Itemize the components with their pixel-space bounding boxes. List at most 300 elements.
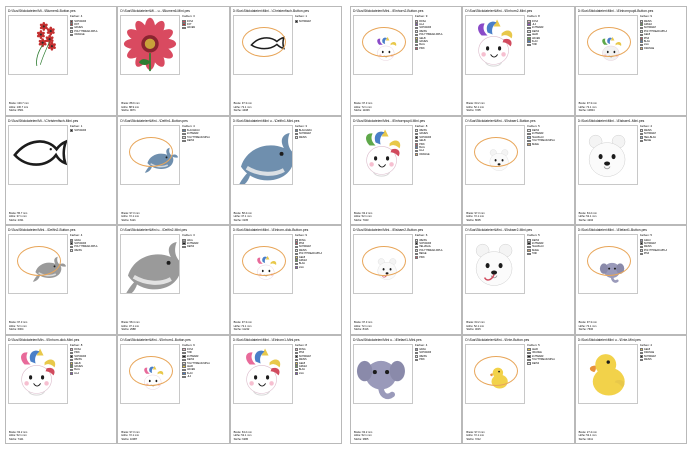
color-legend <box>640 343 684 431</box>
color-name: WEISS <box>419 238 427 242</box>
embroidery-hoop-icon <box>17 246 61 276</box>
embroidery-hoop-icon <box>242 246 286 276</box>
color-legend <box>527 343 571 431</box>
color-legend <box>527 124 571 212</box>
design-artwork-icon <box>234 126 292 184</box>
design-preview <box>578 15 638 75</box>
color-name: WEISS <box>531 361 540 365</box>
color-name: ROSA <box>298 348 306 352</box>
color-name: WEISS <box>531 29 540 33</box>
color-name: SCHWARZ <box>74 241 87 245</box>
design-stat-line: Breite: 97.3 mm <box>354 321 373 325</box>
color-name: BEIGE <box>531 142 539 146</box>
design-file-path: D:\Sus\Stickdateien\Mini...\Einhorn-dick-Button.pes <box>232 228 309 232</box>
design-file-path: D:\Sus\Stickdateien\Mini...\Einhorn1-Mini.pes <box>232 337 300 342</box>
design-stat-line: Stiche: 7606 <box>578 328 594 332</box>
design-preview <box>465 15 525 75</box>
color-name: BLAU <box>186 371 193 375</box>
color-name: WEISS <box>186 245 195 249</box>
design-stat-line: Stiche: 6121 <box>121 218 136 222</box>
color-name: GELB <box>643 33 651 37</box>
design-stat-line: Höhe: 52.1 mm <box>233 434 252 438</box>
color-swatch <box>415 153 418 156</box>
color-swatch <box>182 27 185 30</box>
color-name: WEISS <box>643 358 652 362</box>
design-stat-line: Höhe: 72.1 mm <box>121 215 140 219</box>
design-cell[interactable] <box>462 335 574 445</box>
design-stat-line: Stiche: 6286 <box>233 437 249 441</box>
design-stat-line: Höhe: 72.1 mm <box>233 324 252 328</box>
color-legend-rows <box>415 129 459 156</box>
color-legend <box>415 233 459 321</box>
color-legend <box>415 343 459 431</box>
design-body <box>353 343 459 431</box>
design-cell[interactable] <box>462 225 574 335</box>
design-artwork-icon <box>354 126 412 184</box>
design-stat-line: Breite: 88.9 mm <box>121 102 140 106</box>
color-legend <box>295 343 339 431</box>
design-stat-line: Breite: 58.4 mm <box>121 321 140 325</box>
color-legend <box>182 124 226 212</box>
design-cell[interactable] <box>5 6 117 116</box>
design-artwork-icon <box>121 235 179 293</box>
design-stats <box>465 102 571 113</box>
color-legend <box>70 233 114 321</box>
color-name: POLYTHREAD-MPLA <box>419 33 443 37</box>
color-name: WEISS <box>298 358 307 362</box>
design-stats <box>120 321 226 332</box>
design-stat-line: Stiche: 8416 <box>354 328 369 332</box>
color-legend-row <box>415 256 459 259</box>
color-name: GELB <box>74 361 81 365</box>
design-preview <box>465 125 525 185</box>
color-name: HELLBLAU <box>531 245 544 249</box>
color-swatch <box>295 20 298 23</box>
color-legend-rows <box>295 239 339 270</box>
color-legend-row <box>415 153 459 156</box>
design-stats <box>233 431 339 442</box>
color-swatch <box>415 359 418 362</box>
color-name: HELLBLAU <box>643 135 657 139</box>
design-preview <box>353 344 413 404</box>
color-name: WEISS <box>298 135 307 139</box>
color-legend-row <box>70 33 114 36</box>
design-cell[interactable] <box>230 335 342 445</box>
color-name: PINK <box>419 142 425 146</box>
design-file-path: D:\Sus\Stickdateien\Mini...\Eisbaer1-Mini.pes <box>577 118 645 123</box>
color-name: SCHWARZ <box>531 241 544 245</box>
color-name: PINK <box>643 36 650 40</box>
color-legend-heading: Farben: 5 <box>527 343 540 347</box>
design-file-path: D:\Sus\Stickdateien\Mini...\Eisbaer2-Mini.pes <box>465 228 533 232</box>
design-body <box>465 124 571 212</box>
design-cell[interactable] <box>5 116 117 226</box>
color-legend-row <box>182 375 226 378</box>
design-body <box>578 14 684 102</box>
color-name: ROSA <box>186 348 194 352</box>
color-legend-row <box>295 266 339 269</box>
color-legend <box>527 14 571 102</box>
design-preview <box>120 234 180 294</box>
color-name: SCHWARZ <box>298 245 311 249</box>
design-stats <box>233 212 339 223</box>
color-name: GRUEN <box>74 26 83 30</box>
design-cell[interactable] <box>5 225 117 335</box>
design-file-path: D:\Sus\Stickdateien\Mini...\Eisbaer2-Button.pes <box>353 228 424 232</box>
design-body <box>578 233 684 321</box>
color-legend-heading: Farben: 9 <box>294 234 308 237</box>
color-name: GRUEN <box>298 258 308 262</box>
color-legend-rows <box>70 348 114 375</box>
page-left <box>5 6 342 444</box>
design-stats <box>353 431 459 442</box>
color-legend-row <box>527 362 571 365</box>
design-stat-line: Breite: 55.7 mm <box>9 211 28 215</box>
color-name: GELB <box>419 139 426 143</box>
design-file-path: D:\Sus\Stickdateien\Mini...\Einhorn1-Button.pes <box>120 337 191 342</box>
color-legend <box>295 14 339 102</box>
design-body <box>233 124 339 212</box>
design-stat-line: Stiche: 7441 <box>9 437 24 441</box>
design-cell[interactable] <box>462 6 574 116</box>
design-stats <box>233 102 339 113</box>
color-name: GRAU <box>186 238 194 242</box>
design-cell[interactable] <box>117 6 229 116</box>
color-legend-heading: Farben: 8 <box>527 15 540 18</box>
design-stat-line: Stiche: 6501 <box>9 109 24 113</box>
design-cell[interactable] <box>117 225 229 335</box>
color-name: LILA <box>298 371 304 375</box>
color-name: BLAU <box>298 262 306 266</box>
design-body <box>8 233 114 321</box>
color-legend-row <box>182 245 226 248</box>
design-cell[interactable] <box>5 335 117 445</box>
design-stats <box>120 431 226 442</box>
design-stat-line: Stiche: 2988 <box>121 328 136 332</box>
color-name: LILA <box>419 22 425 26</box>
design-artwork-icon <box>466 16 524 74</box>
design-artwork-icon <box>234 345 292 403</box>
color-name: ORANGE <box>643 46 655 50</box>
design-stats <box>578 212 684 223</box>
color-name: ROSA <box>298 238 306 242</box>
color-swatch <box>182 140 185 143</box>
color-legend-heading: Farben: 8 <box>294 343 308 347</box>
design-cell[interactable] <box>575 6 687 116</box>
design-stats <box>120 102 226 113</box>
color-legend-rows <box>182 348 226 379</box>
color-swatch <box>182 246 185 249</box>
design-body <box>578 343 684 431</box>
color-name: SCHWARZ <box>298 132 311 136</box>
design-cell[interactable] <box>575 335 687 445</box>
design-stat-line: Breite: 58.4 mm <box>233 211 252 215</box>
design-stat-line: Höhe: 52.1 mm <box>578 215 597 219</box>
color-name: WEISS <box>74 358 82 362</box>
design-stat-line: Höhe: 72.1 mm <box>354 324 372 328</box>
color-swatch <box>527 44 530 47</box>
color-name: SCHWARZ <box>531 132 544 136</box>
design-stat-line: Höhe: 52.1 mm <box>354 434 372 438</box>
color-swatch <box>70 34 73 37</box>
design-stat-line: Breite: 97.3 mm <box>233 102 252 106</box>
color-legend-heading: Farben: 5 <box>527 124 540 128</box>
design-stat-line: Stiche: 7043 <box>354 218 369 222</box>
color-name: ROSA <box>186 19 194 23</box>
design-preview <box>465 344 525 404</box>
design-body <box>8 124 114 212</box>
design-stat-line: Breite: 97.3 mm <box>466 211 485 215</box>
color-name: GRUEN <box>298 365 308 369</box>
design-stat-line: Höhe: 52.1 mm <box>578 434 597 438</box>
color-name: LILA <box>74 371 80 375</box>
design-body <box>8 14 114 102</box>
design-cell[interactable] <box>350 335 462 445</box>
design-stat-line: Breite: 97.3 mm <box>9 321 28 325</box>
color-legend-rows <box>415 20 459 51</box>
color-name: POLYTHREAD-MPLA <box>419 248 443 252</box>
embroidery-hoop-icon <box>362 27 406 57</box>
color-name: SCHWARZ <box>298 354 311 358</box>
color-legend-rows <box>527 348 571 365</box>
design-stat-line: Höhe: 72.1 mm <box>466 215 485 219</box>
design-cell[interactable] <box>575 116 687 226</box>
design-cell[interactable] <box>462 116 574 226</box>
design-cell[interactable] <box>230 116 342 226</box>
color-legend-rows <box>182 20 226 30</box>
color-name: POLYTHREAD-MPLA <box>643 29 668 33</box>
color-name: GRUEN <box>74 365 83 369</box>
design-stat-line: Höhe: 37.1 mm <box>9 215 27 219</box>
design-file-path: D:\Sus\Stickdateien\Mini u...\Delfin2-Mini.pes <box>120 228 188 232</box>
color-name: BEIGE <box>419 252 427 256</box>
design-body <box>120 343 226 431</box>
design-stats <box>465 212 571 223</box>
design-stat-line: Höhe: 37.1 mm <box>233 215 252 219</box>
color-legend-rows <box>182 129 226 143</box>
color-name: GRAU <box>643 238 651 242</box>
design-stat-line: Stiche: 11242 <box>233 328 250 332</box>
color-swatch <box>70 249 73 252</box>
color-name: ORANGE <box>643 351 655 355</box>
color-legend-rows <box>527 129 571 146</box>
color-swatch <box>70 372 73 375</box>
design-cell[interactable] <box>230 6 342 116</box>
design-stat-line: Breite: 63.2 mm <box>9 430 28 434</box>
color-legend-heading: Farben: 4 <box>639 343 653 347</box>
design-stats <box>353 321 459 332</box>
color-legend-row <box>295 136 339 139</box>
color-legend-rows <box>70 239 114 253</box>
color-legend-rows <box>527 20 571 47</box>
color-legend-rows <box>295 129 339 139</box>
embroidery-hoop-icon <box>474 356 518 386</box>
design-stats <box>8 212 114 223</box>
design-stat-line: Höhe: 72.1 mm <box>121 434 140 438</box>
color-name: POLYTHREAD-MPLA <box>531 139 555 143</box>
design-file-path: D:\Sus\Stickdateien\Mini...\Einhorn2-Button.pes <box>353 9 424 13</box>
embroidery-hoop-icon <box>242 27 286 57</box>
design-stats <box>8 321 114 332</box>
design-cell[interactable] <box>230 225 342 335</box>
design-stat-line: Stiche: 3805 <box>354 437 369 441</box>
design-artwork-icon <box>121 16 179 74</box>
embroidery-hoop-icon <box>587 246 631 276</box>
color-name: LILA <box>643 43 649 47</box>
design-file-path: D:\Sus\Stickdateien\Mini u...\Ente-Mini.pes <box>577 337 641 342</box>
color-name: POLYTHREAD-MPLA <box>186 135 210 139</box>
design-stat-line: Breite: 130.7 mm <box>9 102 29 106</box>
design-body <box>353 233 459 321</box>
color-name: WEISS <box>419 29 427 33</box>
color-legend-row <box>295 20 339 23</box>
design-stats <box>120 212 226 223</box>
color-legend-rows <box>295 348 339 375</box>
color-name: ROT <box>186 22 192 26</box>
design-cell[interactable] <box>350 116 462 226</box>
color-legend-row <box>295 372 339 375</box>
design-cell[interactable] <box>117 116 229 226</box>
design-stats <box>8 431 114 442</box>
color-name: BLAUGRAU <box>186 129 200 133</box>
color-name: LILA <box>298 265 304 269</box>
color-name: SCHWARZ <box>643 26 656 30</box>
design-stat-line: Stiche: 8005 <box>466 218 481 222</box>
design-body <box>233 343 339 431</box>
design-preview <box>353 125 413 185</box>
design-stat-line: Stiche: 4408 <box>233 109 249 113</box>
design-body <box>465 14 571 102</box>
color-name: WEISS <box>643 245 652 249</box>
color-name: WEISS <box>74 248 82 252</box>
color-name: SCHWARZ <box>186 132 199 136</box>
design-preview <box>233 125 293 185</box>
color-name: GELB <box>531 348 538 352</box>
color-name: ORANGE <box>419 152 430 156</box>
design-stat-line: Breite: 97.3 mm <box>121 430 140 434</box>
color-legend-heading: Farben: 9 <box>639 15 653 18</box>
color-name: POLYTHREAD-MPLA <box>186 361 210 365</box>
design-stat-line: Stiche: 6004 <box>9 328 24 332</box>
design-preview <box>8 15 68 75</box>
design-cell[interactable] <box>350 6 462 116</box>
color-name: SCHWARZ <box>419 241 432 245</box>
color-name: ROSA <box>419 19 426 23</box>
design-file-path: D:\Sus\Stickdateien\Min...\Einhorn-dick-Mini.pes <box>8 337 80 342</box>
design-stat-line: Höhe: 72.1 mm <box>578 105 597 109</box>
design-file-path: D:\Sus\Stickdateien\Mi...\Christenfisch-Mini.pes <box>8 118 79 123</box>
color-name: GRUEN <box>531 36 541 40</box>
design-stats <box>465 321 571 332</box>
color-name: GELB <box>298 255 306 259</box>
color-name: ROSA <box>531 19 539 23</box>
color-name: ORANGE <box>531 351 542 355</box>
color-name: SCHWARZ <box>531 354 544 358</box>
color-name: GRUEN <box>643 22 653 26</box>
color-name: GRUEN <box>419 39 428 43</box>
design-stats <box>578 321 684 332</box>
color-legend <box>415 124 459 212</box>
design-stat-line: Breite: 97.3 mm <box>578 321 597 325</box>
design-stat-line: Breite: 63.2 mm <box>466 321 485 325</box>
design-body <box>120 124 226 212</box>
embroidery-hoop-icon <box>587 27 631 57</box>
color-legend-rows <box>70 20 114 37</box>
color-legend-rows <box>527 239 571 256</box>
design-preview <box>465 234 525 294</box>
color-swatch <box>527 362 530 365</box>
design-stat-line: Breite: 63.2 mm <box>233 430 252 434</box>
color-name: SCHWARZ <box>298 19 311 23</box>
color-legend-row <box>640 139 684 142</box>
color-legend-rows <box>640 348 684 362</box>
color-legend <box>182 233 226 321</box>
design-preview <box>233 344 293 404</box>
color-legend <box>640 14 684 102</box>
design-preview <box>8 125 68 185</box>
design-file-path: D:\Sus\Stickdateien\Mini u...\Delfin1-Mini.pes <box>232 118 300 123</box>
color-name: PINK <box>419 46 425 50</box>
design-artwork-icon <box>579 126 637 184</box>
color-legend <box>70 124 114 212</box>
design-file-path: D:\Sus\Stickdateien\Mini...\Einhornpupil-Mini.pes <box>353 118 426 123</box>
color-legend-row <box>70 372 114 375</box>
color-name: WEISS <box>531 238 540 242</box>
design-stat-line: Höhe: 52.1 mm <box>466 105 485 109</box>
design-stat-line: Höhe: 72.1 mm <box>9 324 27 328</box>
color-name: PINK <box>298 351 305 355</box>
design-stats <box>353 212 459 223</box>
design-stat-line: Stiche: 4615 <box>466 328 481 332</box>
color-name: SCHWARZ <box>643 132 656 136</box>
color-swatch <box>295 372 298 375</box>
color-legend-heading: Farben: 3 <box>182 234 195 237</box>
design-stat-line: Stiche: 2331 <box>9 218 24 222</box>
color-legend-rows <box>640 239 684 256</box>
color-legend-rows <box>415 348 459 362</box>
color-name: PINK <box>419 358 425 362</box>
design-body <box>8 343 114 431</box>
color-legend <box>415 14 459 102</box>
design-stat-line: Höhe: 72.1 mm <box>466 434 485 438</box>
design-stat-line: Stiche: 4204 <box>578 218 594 222</box>
design-stat-line: Breite: 97.3 mm <box>121 211 140 215</box>
design-body <box>353 14 459 102</box>
color-name: SCHWARZ <box>643 241 656 245</box>
color-swatch <box>70 129 73 132</box>
color-name: SCHWARZ <box>74 129 87 133</box>
color-name: LILA <box>419 149 425 153</box>
design-preview <box>233 234 293 294</box>
design-file-path: D:\Sus\Stickdateien\Mini...\Einhorn2-Mini.pes <box>465 9 533 13</box>
design-stat-line: Breite: 97.3 mm <box>578 102 597 106</box>
color-name: PINK <box>643 252 650 256</box>
design-artwork-icon <box>466 235 524 293</box>
design-stat-line: Breite: 97.3 mm <box>233 321 252 325</box>
design-cell[interactable] <box>350 225 462 335</box>
color-swatch <box>415 47 418 50</box>
design-artwork-icon <box>9 126 67 184</box>
color-name: BLAU <box>531 39 538 43</box>
design-cell[interactable] <box>575 225 687 335</box>
color-legend <box>70 14 114 102</box>
design-stats <box>578 431 684 442</box>
color-name: BEIGE <box>531 248 539 252</box>
design-cell[interactable] <box>117 335 229 445</box>
color-legend-row <box>527 252 571 255</box>
color-name: SCHWARZ <box>419 351 432 355</box>
color-name: GRAU <box>74 238 82 242</box>
